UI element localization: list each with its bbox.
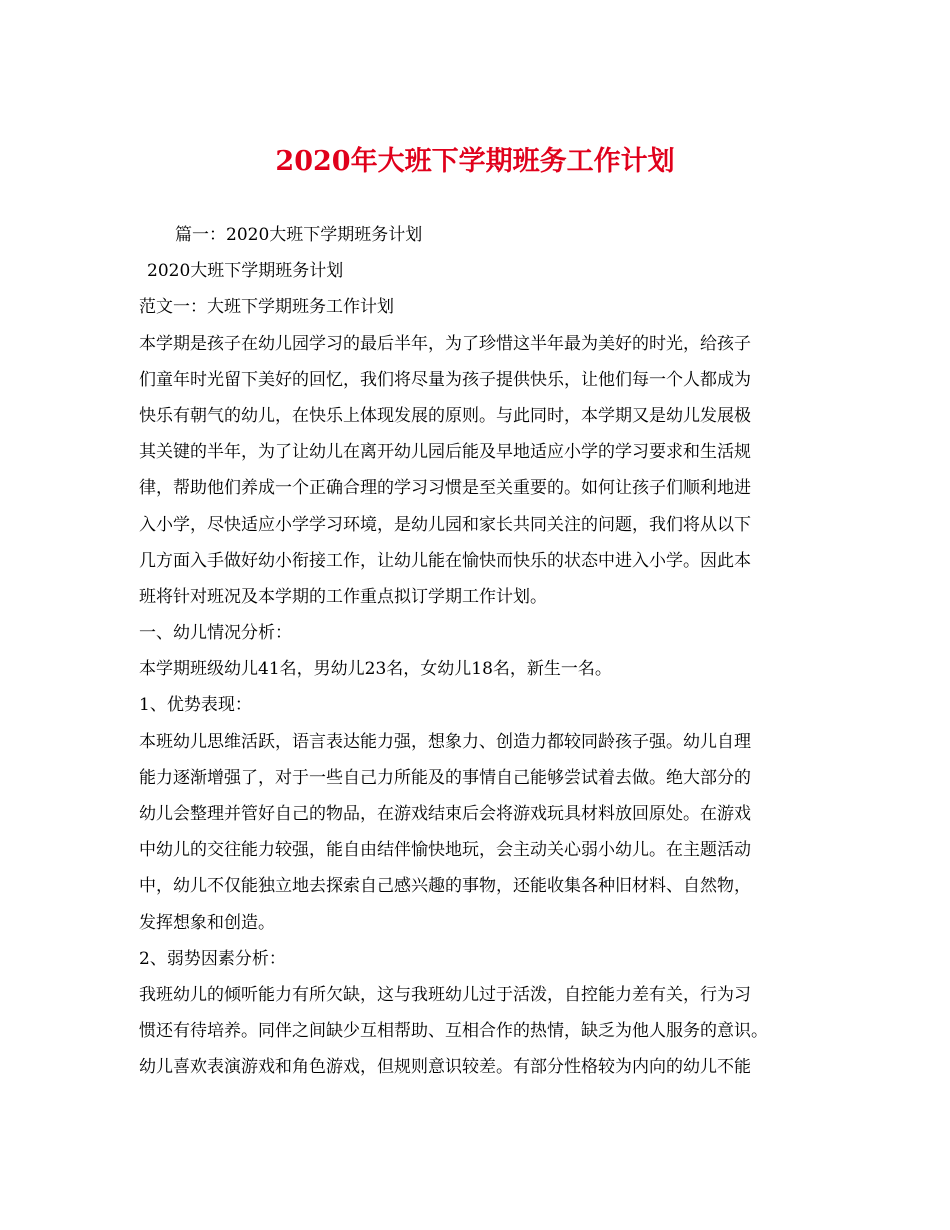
paragraph-line: 幼儿会整理并管好自己的物品，在游戏结束后会将游戏玩具材料放回原处。在游戏 (139, 804, 751, 824)
paragraph-line: 本学期是孩子在幼儿园学习的最后半年，为了珍惜这半年最为美好的时光，给孩子 (139, 333, 751, 354)
paragraph-line: 我班幼儿的倾听能力有所欠缺，这与我班幼儿过于活泼，自控能力差有关，行为习 (139, 984, 751, 1005)
paragraph-line: 2020大班下学期班务计划 (147, 261, 344, 282)
paragraph-line: 几方面入手做好幼小衔接工作，让幼儿能在愉快而快乐的状态中进入小学。因此本 (139, 550, 751, 571)
paragraph-line: 范文一：大班下学期班务工作计划 (139, 297, 394, 318)
paragraph-line: 本班幼儿思维活跃，语言表达能力强，想象力、创造力都较同龄孩子强。幼儿自理 (139, 731, 751, 752)
paragraph-line: 中，幼儿不仅能独立地去探索自己感兴趣的事物，还能收集各种旧材料、自然物， (139, 876, 751, 897)
subsection-heading: 2、弱势因素分析： (139, 948, 286, 969)
paragraph-line: 幼儿喜欢表演游戏和角色游戏，但规则意识较差。有部分性格较为内向的幼儿不能 (139, 1057, 751, 1078)
paragraph-line: 能力逐渐增强了，对于一些自己力所能及的事情自己能够尝试着去做。绝大部分的 (139, 767, 751, 788)
paragraph-line: 惯还有待培养。同伴之间缺少互相帮助、互相合作的热情，缺乏为他人服务的意识。 (139, 1021, 768, 1042)
document-title: 2020年大班下学期班务工作计划 (275, 146, 675, 177)
paragraph-line: 篇一：2020大班下学期班务计划 (175, 225, 423, 245)
paragraph-line: 们童年时光留下美好的回忆，我们将尽量为孩子提供快乐，让他们每一个人都成为 (139, 369, 751, 390)
paragraph-line: 快乐有朝气的幼儿，在快乐上体现发展的原则。与此同时，本学期又是幼儿发展极 (139, 405, 751, 426)
document-body (139, 217, 819, 1086)
section-heading: 一、幼儿情况分析： (139, 623, 292, 644)
paragraph-line: 班将针对班况及本学期的工作重点拟订学期工作计划。 (139, 586, 547, 607)
paragraph-line: 本学期班级幼儿41名，男幼儿23名，女幼儿18名，新生一名。 (139, 659, 612, 680)
paragraph-line: 其关键的半年，为了让幼儿在离开幼儿园后能及早地适应小学的学习要求和生活规 (139, 442, 751, 463)
paragraph-line: 入小学，尽快适应小学学习环境，是幼儿园和家长共同关注的问题，我们将从以下 (139, 514, 751, 535)
paragraph-line: 发挥想象和创造。 (139, 912, 275, 933)
subsection-heading: 1、优势表现： (139, 695, 252, 716)
paragraph-line: 中幼儿的交往能力较强，能自由结伴愉快地玩，会主动关心弱小幼儿。在主题活动 (139, 840, 751, 861)
paragraph-line: 律，帮助他们养成一个正确合理的学习习惯是至关重要的。如何让孩子们顺利地进 (139, 478, 751, 499)
